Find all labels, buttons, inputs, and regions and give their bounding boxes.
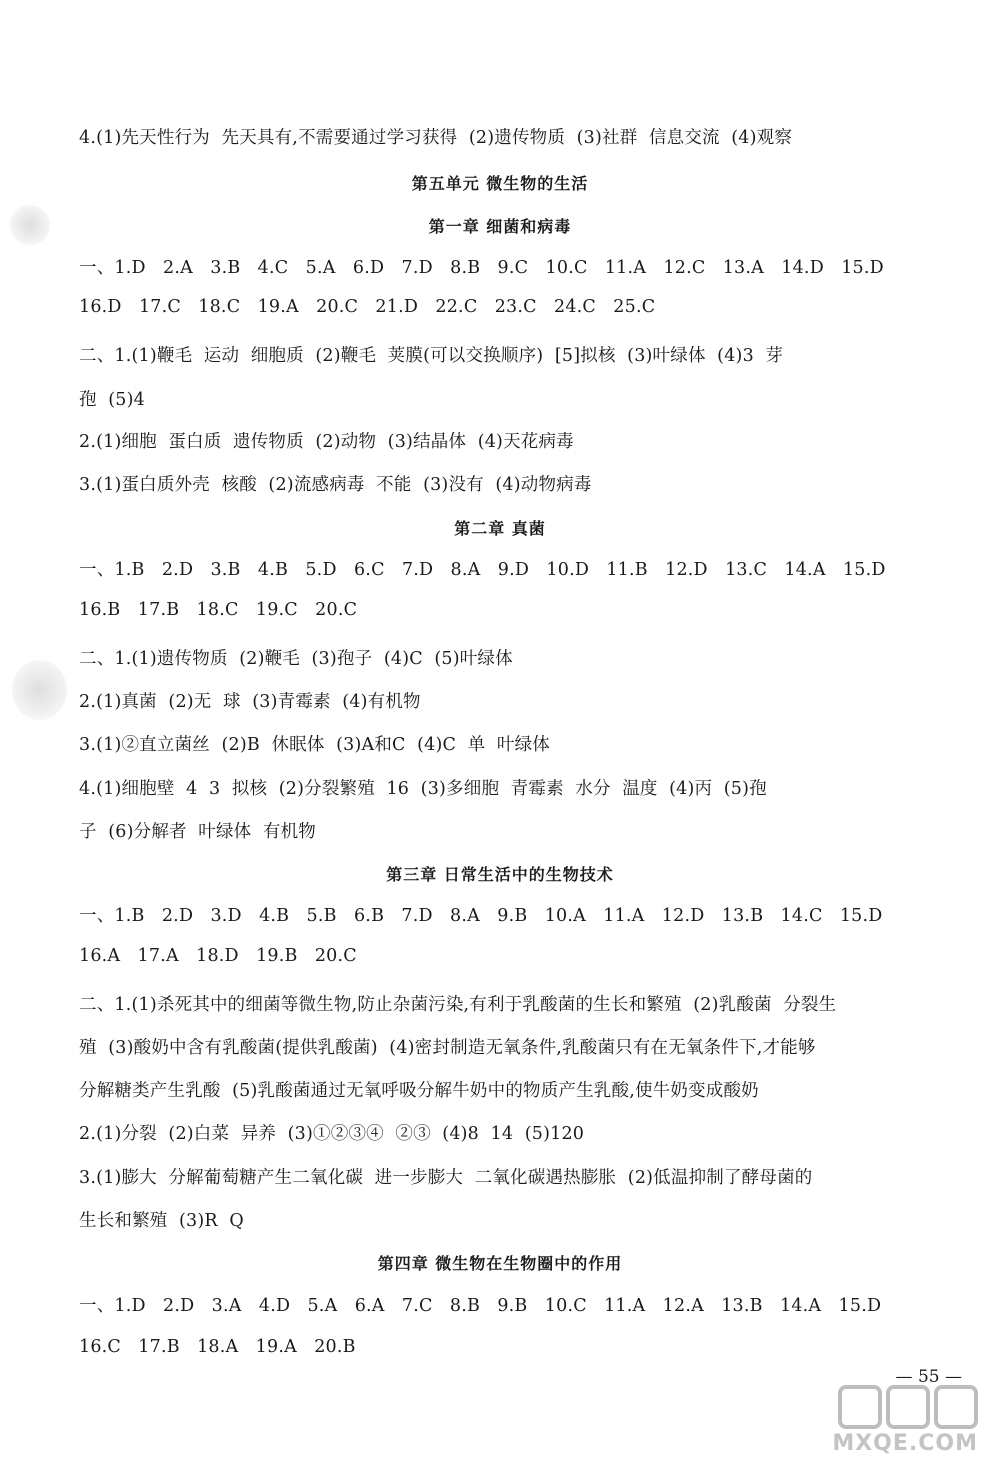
- answer-line: 2.(1)分裂 (2)白菜 异养 (3)①②③④ ②③ (4)8 14 (5)120: [79, 1124, 585, 1144]
- unit-heading: 第五单元 微生物的生活: [411, 174, 589, 193]
- answer-line: 2.(1)细胞 蛋白质 遗传物质 (2)动物 (3)结晶体 (4)天花病毒: [79, 432, 574, 452]
- answer-line: 16.C 17.B 18.A 19.A 20.B: [79, 1337, 356, 1357]
- answer-line: 孢 (5)4: [79, 390, 145, 410]
- watermark-icon: [778, 1385, 978, 1431]
- answer-line: 一、1.B 2.D 3.B 4.B 5.D 6.C 7.D 8.A 9.D 10.D 11.B 12.D 13.C 14.A 15.D: [79, 560, 886, 580]
- watermark-text: MXQE.COM: [832, 1431, 978, 1456]
- answer-line: 16.A 17.A 18.D 19.B 20.C: [79, 946, 357, 966]
- chapter-heading: 第二章 真菌: [454, 519, 546, 538]
- answer-line: 3.(1)膨大 分解葡萄糖产生二氧化碳 进一步膨大 二氧化碳遇热膨胀 (2)低温抑制了酵母菌的: [79, 1168, 813, 1188]
- page-number: — 55 —: [895, 1367, 962, 1387]
- chapter-heading: 第一章 细菌和病毒: [428, 217, 572, 236]
- answer-line: 3.(1)②直立菌丝 (2)B 休眠体 (3)A和C (4)C 单 叶绿体: [79, 735, 550, 755]
- answer-line: 二、1.(1)杀死其中的细菌等微生物,防止杂菌污染,有利于乳酸菌的生长和繁殖 (2)乳酸菌 分裂生: [79, 995, 837, 1015]
- answer-line: 二、1.(1)遗传物质 (2)鞭毛 (3)孢子 (4)C (5)叶绿体: [79, 649, 513, 669]
- answer-line: 一、1.B 2.D 3.D 4.B 5.B 6.B 7.D 8.A 9.B 10.A 11.A 12.D 13.B 14.C 15.D: [79, 906, 883, 926]
- answer-line: 分解糖类产生乳酸 (5)乳酸菌通过无氧呼吸分解牛奶中的物质产生乳酸,使牛奶变成酸奶: [79, 1081, 759, 1101]
- answer-line: 生长和繁殖 (3)R Q: [79, 1211, 244, 1231]
- chapter-heading: 第四章 微生物在生物圈中的作用: [377, 1254, 623, 1273]
- answer-line: 4.(1)细胞壁 4 3 拟核 (2)分裂繁殖 16 (3)多细胞 青霉素 水分 温度 (4)丙 (5)孢: [79, 779, 767, 799]
- answer-line: 一、1.D 2.D 3.A 4.D 5.A 6.A 7.C 8.B 9.B 10.C 11.A 12.A 13.B 14.A 15.D: [79, 1296, 882, 1316]
- watermark-logo: [781, 1385, 986, 1465]
- answer-line: 子 (6)分解者 叶绿体 有机物: [79, 822, 316, 842]
- chapter-heading: 第三章 日常生活中的生物技术: [386, 865, 614, 884]
- answer-line: 3.(1)蛋白质外壳 核酸 (2)流感病毒 不能 (3)没有 (4)动物病毒: [79, 475, 592, 495]
- answer-line: 一、1.D 2.A 3.B 4.C 5.A 6.D 7.D 8.B 9.C 10.C 11.A 12.C 13.A 14.D 15.D: [79, 258, 884, 278]
- answer-line: 16.D 17.C 18.C 19.A 20.C 21.D 22.C 23.C 24.C 25.C: [79, 297, 656, 317]
- scan-smudge: [12, 660, 67, 720]
- answer-line: 2.(1)真菌 (2)无 球 (3)青霉素 (4)有机物: [79, 692, 421, 712]
- answer-line: 殖 (3)酸奶中含有乳酸菌(提供乳酸菌) (4)密封制造无氧条件,乳酸菌只有在无氧条件下,才能够: [79, 1038, 816, 1058]
- answer-line: 16.B 17.B 18.C 19.C 20.C: [79, 600, 358, 620]
- answer-line: 二、1.(1)鞭毛 运动 细胞质 (2)鞭毛 荚膜(可以交换顺序) [5]拟核 (3)叶绿体 (4)3 芽: [79, 346, 784, 366]
- scan-smudge: [10, 205, 50, 245]
- answer-line: 4.(1)先天性行为 先天具有,不需要通过学习获得 (2)遗传物质 (3)社群 信息交流 (4)观察: [79, 128, 793, 148]
